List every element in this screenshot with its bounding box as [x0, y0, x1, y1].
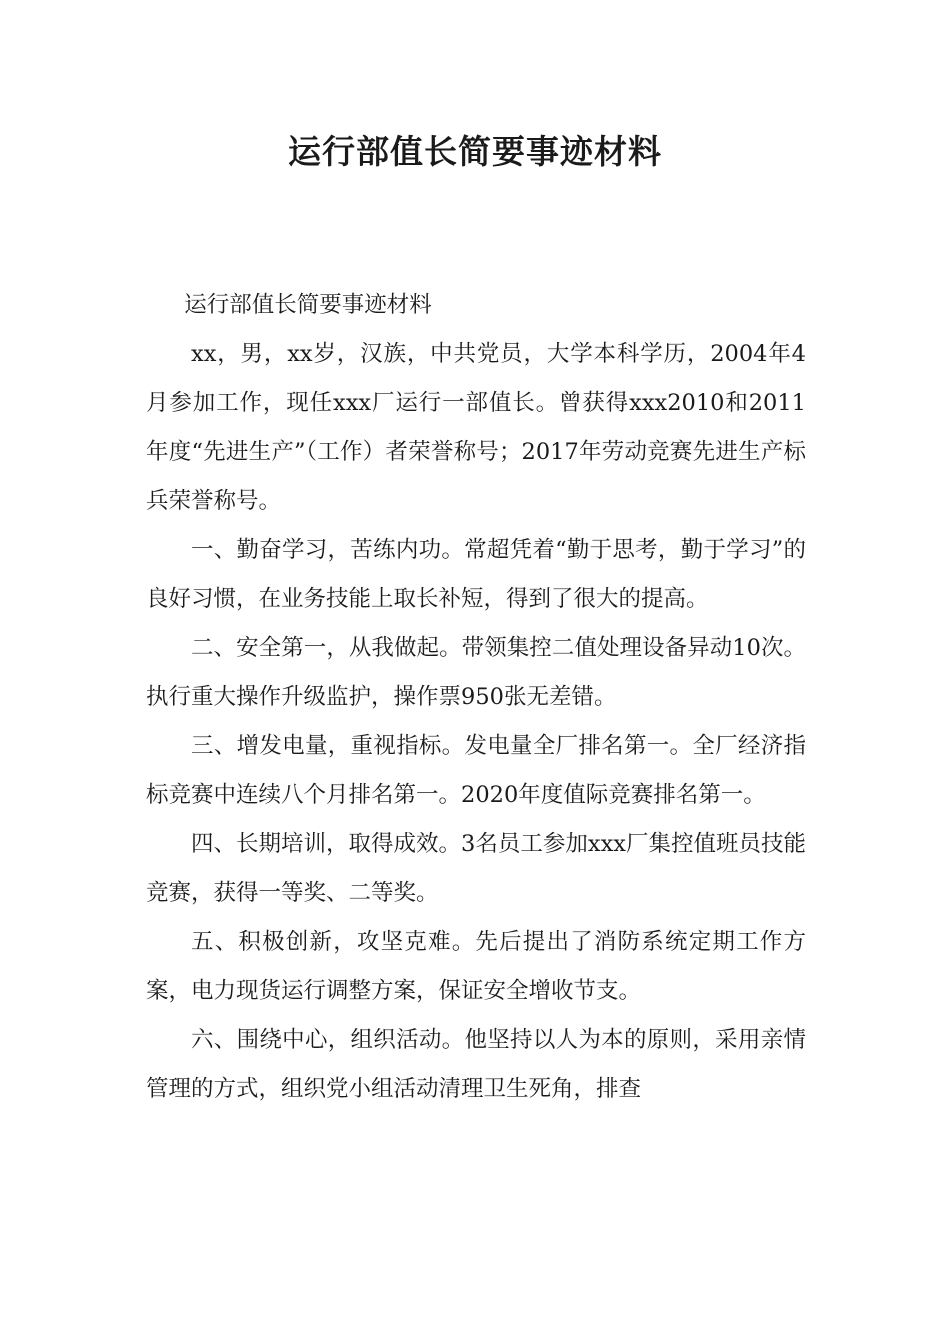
document-subtitle: 运行部值长简要事迹材料	[184, 292, 432, 318]
paragraph-activities: 六、围绕中心，组织活动。他坚持以人为本的原则，采用亲情管理的方式，组织党小组活动清理卫生死角，排查	[146, 1027, 806, 1102]
paragraph-innovation: 五、积极创新，攻坚克难。先后提出了消防系统定期工作方案，电力现货运行调整方案，保证安全增收节支。	[146, 929, 806, 1004]
document-title: 运行部值长简要事迹材料	[288, 132, 662, 171]
paragraph-profile: xx，男，xx岁，汉族，中共党员，大学本科学历，2004年4月参加工作，现任xxx厂运行一部值长。曾获得xxx2010和2011年度“先进生产”（工作）者荣誉称号；2017年劳动竞赛先进生产标兵荣誉称号。	[146, 341, 806, 514]
paragraph-training: 四、长期培训，取得成效。3名员工参加xxx厂集控值班员技能竞赛，获得一等奖、二等奖。	[146, 831, 806, 906]
paragraph-study: 一、勤奋学习，苦练内功。常超凭着“勤于思考，勤于学习”的良好习惯，在业务技能上取长补短，得到了很大的提高。	[146, 537, 806, 612]
paragraph-power-output: 三、增发电量，重视指标。发电量全厂排名第一。全厂经济指标竞赛中连续八个月排名第一。2020年度值际竞赛排名第一。	[146, 733, 806, 808]
document-body	[146, 281, 806, 1114]
paragraph-safety: 二、安全第一，从我做起。带领集控二值处理设备异动10次。执行重大操作升级监护，操作票950张无差错。	[146, 635, 806, 710]
